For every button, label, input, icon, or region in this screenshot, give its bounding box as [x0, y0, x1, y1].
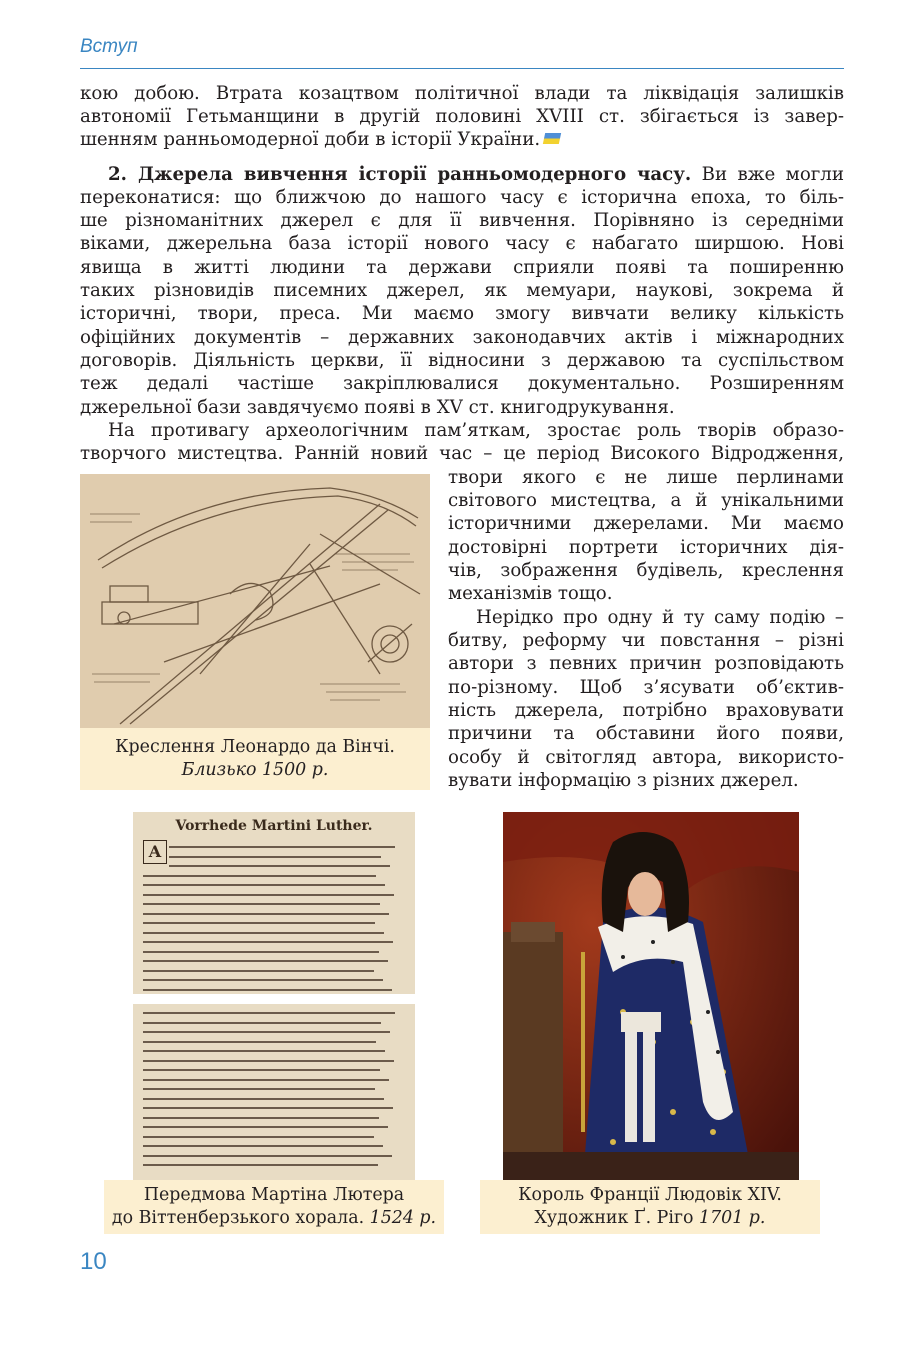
text-line: кою добою. Втрата козацтвом політичної влади та ліквідація залишків: [80, 83, 844, 104]
text-line: по-різному. Щоб з’ясувати об’єктив-: [448, 677, 844, 698]
text-line: автономії Гетьманщини в другій половині XVIII ст. збігається із завер-: [80, 106, 844, 127]
text-line: історичними джерелами. Ми маємо: [448, 513, 844, 534]
print-line: [143, 1126, 388, 1128]
text-line: теж дедалі частіше закріплювалися документально. Розширенням: [80, 373, 844, 394]
text-line: віками, джерельна база історії нового часу є набагато ширшою. Нові: [80, 233, 844, 254]
print-line: [143, 884, 385, 886]
print-line: [143, 979, 383, 981]
print-line: [143, 1155, 392, 1157]
print-line: [143, 875, 376, 877]
print-line: [169, 856, 381, 858]
print-line: [143, 1136, 374, 1138]
text-line: причини та обставини його появи,: [448, 723, 844, 744]
print-line: [169, 865, 390, 867]
louis-figure: [503, 812, 799, 1180]
page-gap: [133, 994, 415, 1004]
text-line: переконатися: що ближчою до нашого часу є історична епоха, то біль-: [80, 187, 844, 208]
crossbow-drawing-image: [80, 474, 430, 728]
print-line: [143, 932, 384, 934]
print-line: [143, 1145, 383, 1147]
print-line: [143, 941, 393, 943]
gothic-print-page-image: [133, 812, 415, 1180]
print-line: [143, 1022, 381, 1024]
text-line-content: Ви вже могли: [701, 164, 844, 185]
print-line: [143, 1041, 376, 1043]
print-line: [143, 903, 380, 905]
caption-title: Король Франції Людовік XIV.: [518, 1185, 782, 1205]
text-line: джерельної бази завдячуємо появі в XV ст. книгодрукування.: [80, 397, 675, 418]
caption-date: Близько 1500 р.: [181, 760, 329, 780]
text-line: ше різноманітних джерел є для її вивчення. Порівняно із середніми: [80, 210, 844, 231]
text-line: ність джерела, потрібно враховувати: [448, 700, 844, 721]
text-line: На противагу археологічним пам’яткам, зростає роль творів образо-: [108, 420, 844, 441]
print-line: [143, 1164, 378, 1166]
text-line: [80, 128, 844, 151]
print-line: [143, 1107, 393, 1109]
print-line: [143, 1079, 389, 1081]
caption-title: Передмова Мартіна Лютера: [143, 1185, 405, 1205]
text-line-content: шенням ранньомодерної доби в історії України.: [80, 129, 541, 150]
text-line: творчого мистецтва. Ранній новий час – це період Високого Відродження,: [80, 443, 844, 464]
print-line: [169, 846, 395, 848]
luther-caption: [104, 1180, 444, 1234]
paragraph-heading: 2. Джерела вивчення історії ранньомодерного часу.: [108, 164, 692, 185]
text-line: історичні, твори, преса. Ми маємо змогу вивчати велику кількість: [80, 303, 844, 324]
print-line: [143, 1098, 384, 1100]
text-line: особу й світогляд автора, використо-: [448, 747, 844, 768]
initial-letter-icon: A: [143, 840, 167, 864]
print-line: [143, 1060, 394, 1062]
luther-figure: [133, 812, 415, 1180]
ukraine-flag-icon: [543, 133, 561, 144]
text-line: автори з певних причин розповідають: [448, 653, 844, 674]
print-line: [143, 970, 374, 972]
caption-title: Креслення Леонардо да Вінчі.: [115, 737, 395, 757]
text-line: таких різновидів писемних джерел, як мемуари, наукові, зокрема й: [80, 280, 844, 301]
text-line: світового мистецтва, а й унікальними: [448, 490, 844, 511]
header-divider: [80, 68, 844, 69]
text-line: договорів. Діяльність церкви, її відносини з державою та суспільством: [80, 350, 844, 371]
leonardo-figure: [80, 474, 430, 728]
royal-portrait-image: [503, 812, 799, 1180]
section-title: Вступ: [80, 36, 138, 57]
text-line: явища в житті людини та держави сприяли появі та поширенню: [80, 257, 844, 278]
print-page-title: Vorrhede Martini Luther.: [175, 818, 373, 834]
text-line: битву, реформу чи повстання – різні: [448, 630, 844, 651]
caption-line: Художник Ґ. Ріго 1701 р.: [534, 1208, 766, 1228]
print-line: [143, 989, 392, 991]
print-line: [143, 1050, 385, 1052]
louis-caption: [480, 1180, 820, 1234]
print-line: [143, 1088, 375, 1090]
print-line: [143, 894, 394, 896]
text-line: твори якого є не лише перлинами: [448, 467, 844, 488]
text-line: вувати інформацію з різних джерел.: [448, 770, 799, 791]
print-line: [143, 1031, 390, 1033]
print-line: [143, 1117, 379, 1119]
print-line: [143, 951, 379, 953]
leonardo-caption: [80, 728, 430, 790]
print-line: [143, 913, 389, 915]
print-line: [143, 960, 388, 962]
text-line: [108, 163, 844, 186]
print-line: [143, 1012, 395, 1014]
text-line: Нерідко про одну й ту саму подію –: [476, 607, 844, 628]
caption-line: до Віттенберзького хорала. 1524 р.: [111, 1208, 437, 1228]
text-line: достовірні портрети історичних дія-: [448, 537, 844, 558]
text-line: чів, зображення будівель, креслення: [448, 560, 844, 581]
print-line: [143, 922, 375, 924]
text-line: механізмів тощо.: [448, 583, 613, 604]
page-number: 10: [80, 1248, 107, 1275]
print-line: [143, 1069, 380, 1071]
text-line: офіційних документів – державних законодавчих актів і міжнародних: [80, 327, 844, 348]
